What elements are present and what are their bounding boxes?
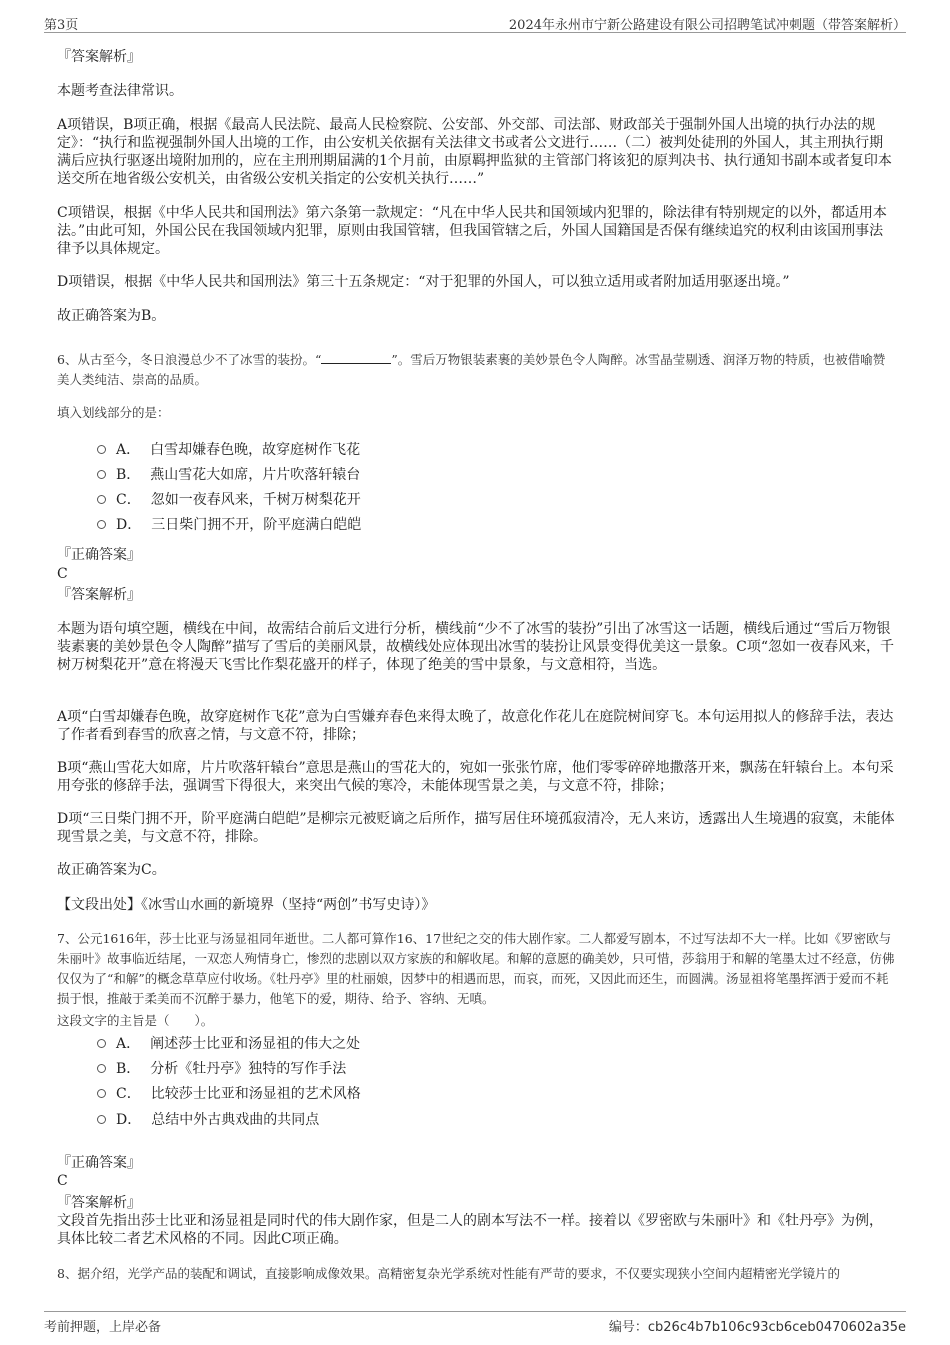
radio-icon[interactable]	[97, 470, 106, 479]
q7-stem: 7、公元1616年，莎士比亚与汤显祖同年逝世。二人都可算作16、17世纪之交的伟大剧作家。二人都爱写剧本，不过写法却不大一样。比如《罗密欧与朱丽叶》故事临近结尾，一双恋人殉情身亡，惨烈的悲剧以双方家族的和解收尾。和解的意愿的确美妙，只可惜，莎翁用于和解的笔墨太过不经意，仿佛仅仅为了“和解”的概念草草应付收场。《牡丹亭》里的杜丽娘，因梦中的相遇而思，而哀，而死，又因此而还生，而圆满。汤显祖将笔墨挥洒于爱而不耗损于恨，推敲于柔美而不沉醉于暴力，他笔下的爱，期待、给予、容纳、无嗔。	[57, 931, 895, 1006]
q6-source: 【文段出处】《冰雪山水画的新境界（坚持“两创”书写史诗）》	[57, 897, 436, 913]
option-letter: C．	[116, 492, 141, 508]
code-value: cb26c4b7b106c93cb6ceb0470602a35e	[647, 1320, 906, 1335]
q8-stem: 8、据介绍，光学产品的装配和调试，直接影响成像效果。高精密复杂光学系统对性能有严苛的要求，不仅要实现狭小空间内超精密光学镜片的	[57, 1266, 840, 1281]
q6-stem-end: ”。雪后万物银装素裹的美妙景色令人陶醉。冰雪晶莹剔透、润泽万物的特质，也被借喻赞美人类纯洁、崇高的品质。	[57, 352, 886, 387]
q5-conclusion: 故正确答案为B。	[57, 308, 166, 324]
radio-icon[interactable]	[97, 1039, 106, 1048]
q5-analysis-p3: C项错误，根据《中华人民共和国刑法》第六条第一款规定：“凡在中华人民共和国领域内犯罪的，除法律有特别规定的以外，都适用本法。”由此可知，外国公民在我国领域内犯罪，原则由我国管辖，但我国管辖之后，外国人国籍国是否保有继续追究的权利由该国刑事法律予以具体规定。	[57, 205, 887, 257]
option-letter: B．	[116, 1061, 141, 1077]
q6-answer: C	[57, 566, 68, 582]
option-text: 三日柴门拥不开，阶平庭满白皑皑	[151, 517, 362, 533]
option-letter: B．	[116, 467, 141, 483]
q6-analysis-label: 『答案解析』	[57, 587, 141, 603]
option-letter: C．	[116, 1086, 141, 1102]
q6-option-c[interactable]	[97, 490, 361, 510]
page-footer	[44, 1311, 906, 1334]
q6-stem-start: 6、从古至今，冬日浪漫总少不了冰雪的装扮。“	[57, 352, 322, 367]
radio-icon[interactable]	[97, 1089, 106, 1098]
option-text: 阐述莎士比亚和汤显祖的伟大之处	[150, 1036, 361, 1052]
option-letter: D．	[116, 517, 142, 533]
q5-analysis-p2: A项错误，B项正确，根据《最高人民法院、最高人民检察院、公安部、外交部、司法部、财政部关于强制外国人出境的执行办法的规定》：“执行和监视强制外国人出境的工作，由公安机关依据有关法律文书或者公文进行……（二）被判处徒刑的外国人，其主刑执行期满后应执行驱逐出境附加刑的，应在主刑刑期届满的1个月前，由原羁押监狱的主管部门将该犯的原判决书、执行通知书副本或者复印本送交所在地省级公安机关，由省级公安机关指定的公安机关执行……”	[57, 117, 892, 187]
q6-prompt: 填入划线部分的是：	[57, 405, 170, 420]
q7-analysis-label: 『答案解析』	[57, 1195, 141, 1211]
q7-analysis: 文段首先指出莎士比亚和汤显祖是同时代的伟大剧作家，但是二人的剧本写法不一样。接着以《罗密欧与朱丽叶》和《牡丹亭》为例，具体比较二者艺术风格的不同。因此C项正确。	[57, 1213, 883, 1247]
option-text: 白雪却嫌春色晚，故穿庭树作飞花	[150, 442, 361, 458]
option-text: 总结中外古典戏曲的共同点	[151, 1112, 320, 1128]
q6-analysis-p1: 本题为语句填空题，横线在中间，故需结合前后文进行分析，横线前“少不了冰雪的装扮”引出了冰雪这一话题，横线后通过“雪后万物银装素裹的美妙景色令人陶醉”描写了雪后的美丽风景，故横线处应体现出冰雪的装扮让风景变得优美这一景象。C项“忽如一夜春风来，千树万树梨花开”意在将漫天飞雪比作梨花盛开的样子，体现了绝美的雪中景象，与文意相符，当选。	[57, 621, 895, 673]
q7-option-d[interactable]	[97, 1110, 319, 1130]
q6-blank	[321, 351, 391, 364]
q6-stem	[57, 350, 895, 390]
q6-option-b[interactable]	[97, 465, 360, 485]
q5-analysis-p1: 本题考查法律常识。	[57, 83, 183, 99]
option-text: 分析《牡丹亭》独特的写作手法	[150, 1061, 347, 1077]
option-letter: A．	[116, 1036, 141, 1052]
q7-option-b[interactable]	[97, 1059, 346, 1079]
radio-icon[interactable]	[97, 445, 106, 454]
document-title: 2024年永州市宁新公路建设有限公司招聘笔试冲刺题（带答案解析）	[508, 18, 906, 33]
footer-slogan: 考前押题，上岸必备	[44, 1320, 162, 1335]
option-letter: D．	[116, 1112, 142, 1128]
option-letter: A．	[116, 442, 141, 458]
option-text: 燕山雪花大如席，片片吹落轩辕台	[150, 467, 361, 483]
option-text: 忽如一夜春风来，千树万树梨花开	[150, 492, 361, 508]
page-header	[44, 12, 906, 33]
q5-analysis-label: 『答案解析』	[57, 49, 141, 65]
q6-analysis-p2: A项“白雪却嫌春色晚，故穿庭树作飞花”意为白雪嫌弃春色来得太晚了，故意化作花儿在庭院树间穿飞。本句运用拟人的修辞手法，表达了作者看到春雪的欣喜之情，与文意不符，排除；	[57, 709, 894, 743]
q6-analysis-p3: B项“燕山雪花大如席，片片吹落轩辕台”意思是燕山的雪花大的，宛如一张张竹席，他们零零碎碎地撒落开来，飘荡在轩辕台上。本句采用夸张的修辞手法，强调雪下得很大，来突出气候的寒冷，未能体现雪景之美，与文意不符，排除；	[57, 760, 894, 794]
q6-option-a[interactable]	[97, 440, 360, 460]
q6-conclusion: 故正确答案为C。	[57, 862, 166, 878]
q7-answer: C	[57, 1173, 68, 1189]
q7-option-a[interactable]	[97, 1034, 360, 1054]
q5-analysis-p4: D项错误，根据《中华人民共和国刑法》第三十五条规定：“对于犯罪的外国人，可以独立适用或者附加适用驱逐出境。”	[57, 274, 790, 290]
q7-question: 这段文字的主旨是（ ）。	[57, 1013, 214, 1028]
option-text: 比较莎士比亚和汤显祖的艺术风格	[150, 1086, 361, 1102]
q6-analysis-p4: D项“三日柴门拥不开，阶平庭满白皑皑”是柳宗元被贬谪之后所作，描写居住环境孤寂清冷，无人来访，透露出人生境遇的寂寞，未能体现雪景之美，与文意不符，排除。	[57, 811, 895, 845]
q6-option-d[interactable]	[97, 515, 361, 535]
q6-answer-label: 『正确答案』	[57, 547, 141, 563]
document-code	[609, 1316, 906, 1335]
radio-icon[interactable]	[97, 520, 106, 529]
q7-answer-label: 『正确答案』	[57, 1155, 141, 1171]
radio-icon[interactable]	[97, 1115, 106, 1124]
radio-icon[interactable]	[97, 1064, 106, 1073]
page-number: 第3页	[44, 18, 79, 33]
code-label: 编号：	[608, 1320, 648, 1335]
radio-icon[interactable]	[97, 495, 106, 504]
q7-option-c[interactable]	[97, 1084, 361, 1104]
